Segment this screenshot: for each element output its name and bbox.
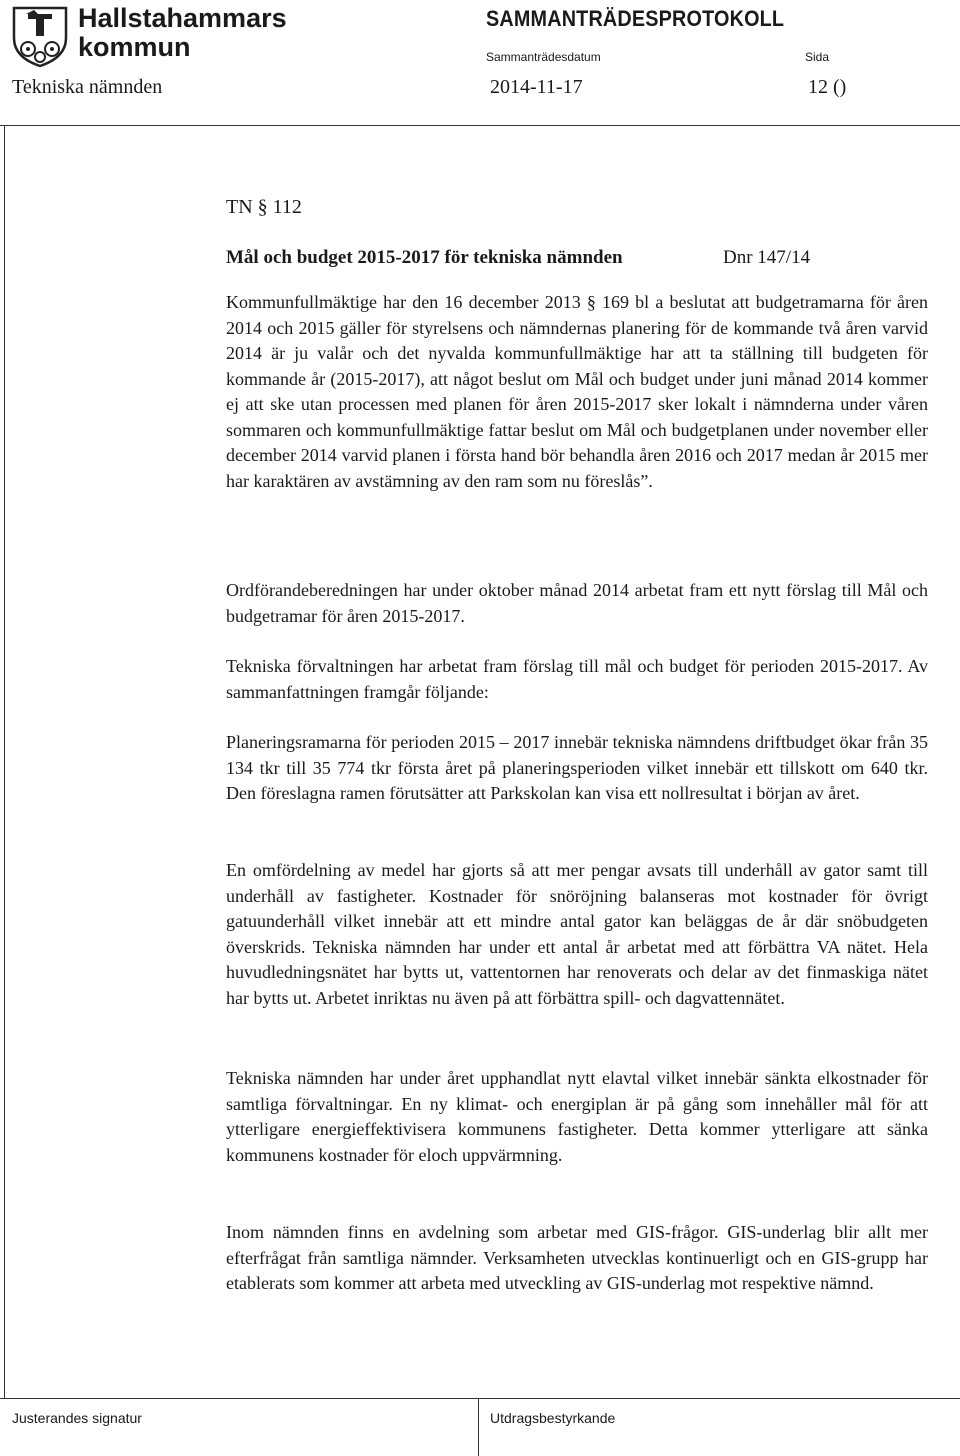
signature-label: Justerandes signatur	[12, 1410, 142, 1426]
coat-of-arms-icon	[8, 4, 72, 68]
date-label: Sammanträdesdatum	[486, 50, 601, 64]
paragraph: Ordförandeberedningen har under oktober månad 2014 arbetat fram ett nytt förslag till Mål och budgetramar för åren 2015-2017.	[226, 580, 928, 626]
footer-divider	[0, 1398, 960, 1399]
municipality-logo	[8, 3, 287, 66]
paragraph: Inom nämnden finns en avdelning som arbetar med GIS-frågor. GIS-underlag blir allt mer efterfrågat från samtliga nämnder. Verksamheten utvecklas kontinuerligt och en GIS-grupp har etablerats som kommer att arbeta med utveckling av GIS-underlag mot respektive nämnd.	[226, 1222, 928, 1293]
footer-separator	[478, 1398, 479, 1456]
logo-wordmark	[78, 4, 287, 62]
page-number: 12 ()	[808, 76, 847, 98]
page-label: Sida	[805, 50, 830, 64]
section-title: Mål och budget 2015-2017 för tekniska nämnden	[226, 247, 623, 268]
paragraph: En omfördelning av medel har gjorts så att mer pengar avsats till underhåll av gator samt till underhåll av fastigheter. Kostnader för snöröjning balanseras mot kostnader för övrigt gatuunderhåll vilket innebär att ett mindre antal gator kan beläggas de år där snöbudgeten överskrids. Tekniska nämnden har under ett antal år arbetat med att förbättra VA nätet. Hela huvudledningsnätet har bytts ut, vattentornen har renoverats och delar av det finmaskiga nätet har bytts ut. Arbetet inriktas nu även på att förbättra spill- och dagvattennätet.	[226, 860, 928, 1008]
left-margin-line	[4, 126, 5, 1398]
section-number: TN § 112	[226, 196, 302, 218]
diary-number: Dnr 147/14	[723, 247, 811, 268]
header-divider	[0, 125, 960, 126]
excerpt-label: Utdragsbestyrkande	[490, 1410, 616, 1426]
logo-line-2: kommun	[78, 32, 191, 62]
meeting-date: 2014-11-17	[490, 76, 583, 98]
paragraph: Planeringsramarna för perioden 2015 – 2017 innebär tekniska nämndens driftbudget ökar från 35 134 tkr till 35 774 tkr första året på planeringsperioden vilket innebär ett tillskott om 640 tkr. Den föreslagna ramen förutsätter att Parkskolan kan visa ett nollresultat i början av året.	[226, 732, 928, 803]
document-type: SAMMANTRÄDESPROTOKOLL	[486, 6, 785, 31]
paragraph: Tekniska förvaltningen har arbetat fram förslag till mål och budget för perioden 2015-2017. Av sammanfattningen framgår följande:	[226, 656, 928, 702]
paragraph: Kommunfullmäktige har den 16 december 2013 § 169 bl a beslutat att budgetramarna för åren 2014 och 2015 gäller för styrelsens och nämndernas planering för de kommande två åren varvid 2014 är ju valår och det nyvalda kommunfullmäktige har att ta ställning till budgeten för kommande år (2015-2017), att något beslut om Mål och budget under juni månad 2014 kommer ej att ske utan processen med planen för åren 2015-2017 sker lokalt i nämnderna under våren sommaren och kommunfullmäktige fattar beslut om Mål och budgetplanen under november eller december 2014 varvid planen i första hand bör behandla åren 2016 och 2017 medan år 2015 mer har karaktären av avstämning av den ram som nu föreslås”.	[226, 292, 928, 491]
committee-name: Tekniska nämnden	[12, 76, 163, 98]
paragraph: Tekniska nämnden har under året upphandlat nytt elavtal vilket innebär sänkta elkostnader för samtliga förvaltningar. En ny klimat- och energiplan är på gång som innehåller mål för att ytterligare energieffektivisera kommunens fastigheter. Detta kommer ytterligare att sänka kommunens kostnader för eloch uppvärmning.	[226, 1068, 928, 1165]
logo-line-1: Hallstahammars	[78, 3, 287, 33]
